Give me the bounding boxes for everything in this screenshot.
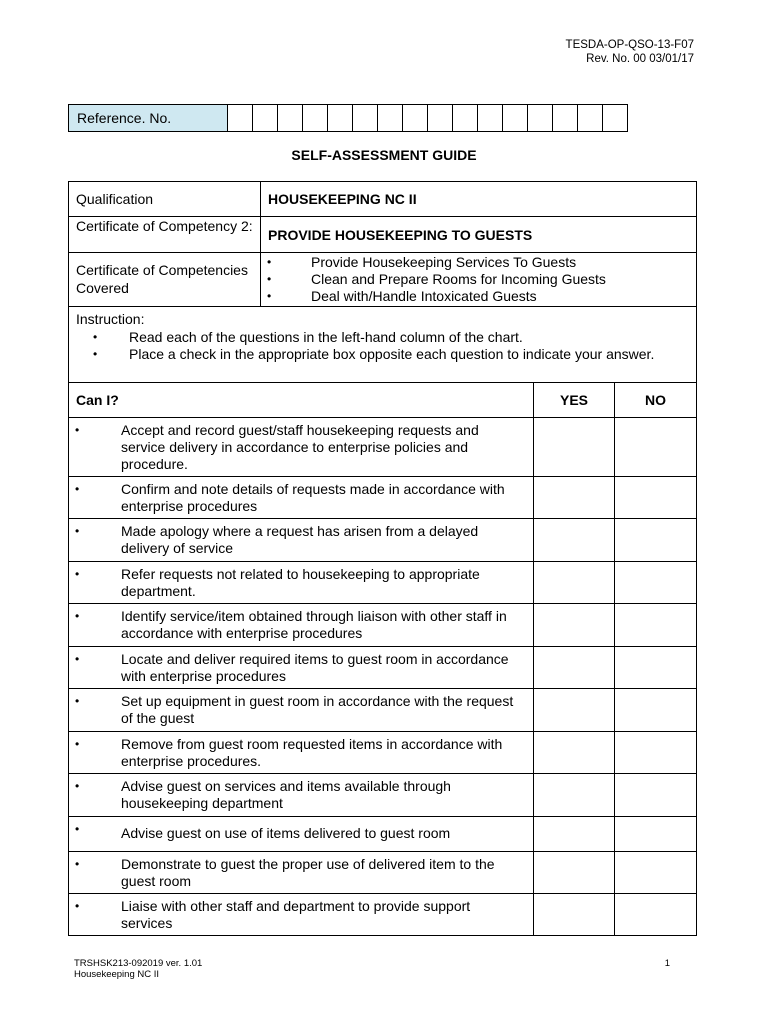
question-text: • Advise guest on use of items delivered to guest room [69,817,534,852]
question-text: • Set up equipment in guest room in accordance with the request of the guest [69,689,534,732]
no-checkbox-cell[interactable] [615,519,697,562]
covered-item: • Deal with/Handle Intoxicated Guests [261,288,696,305]
revision-number: Rev. No. 00 03/01/17 [586,53,694,65]
question-row [69,604,697,647]
no-checkbox-cell[interactable] [615,689,697,732]
instruction-label: Instruction: [76,311,145,327]
covered-label: Certificate of Competencies Covered [69,253,261,307]
question-text: • Confirm and note details of requests made in accordance with enterprise procedures [69,477,534,519]
coc-value: PROVIDE HOUSEKEEPING TO GUESTS [261,217,697,253]
reference-digit-box[interactable] [253,105,278,132]
question-text: • Advise guest on services and items available through housekeeping department [69,774,534,817]
page-number: 1 [664,958,670,969]
question-row [69,418,697,477]
question-row [69,732,697,774]
reference-digit-box[interactable] [378,105,403,132]
yes-checkbox-cell[interactable] [534,477,615,519]
question-row [69,774,697,817]
yes-checkbox-cell[interactable] [534,562,615,604]
question-row [69,894,697,936]
qualification-label: Qualification [69,182,261,217]
covered-item: • Clean and Prepare Rooms for Incoming Guests [261,271,696,288]
reference-digit-box[interactable] [228,105,253,132]
reference-digit-box[interactable] [328,105,353,132]
covered-item: • Provide Housekeeping Services To Guests [261,254,696,271]
question-row [69,647,697,689]
yes-checkbox-cell[interactable] [534,732,615,774]
no-checkbox-cell[interactable] [615,562,697,604]
reference-digit-box[interactable] [528,105,553,132]
question-row [69,817,697,852]
page-footer [74,958,674,980]
yes-checkbox-cell[interactable] [534,647,615,689]
can-i-header: Can I? [69,383,534,418]
reference-digit-box[interactable] [578,105,603,132]
no-checkbox-cell[interactable] [615,647,697,689]
reference-digit-box[interactable] [303,105,328,132]
coc-label: Certificate of Competency 2: [69,217,261,253]
question-text: • Locate and deliver required items to guest room in accordance with enterprise procedures [69,647,534,689]
yes-checkbox-cell[interactable] [534,894,615,936]
yes-checkbox-cell[interactable] [534,418,615,477]
footer-doc-title: Housekeeping NC II [74,969,160,980]
reference-digit-box[interactable] [553,105,578,132]
instruction-item: • Read each of the questions in the left-hand column of the chart. [76,329,689,347]
reference-digit-box[interactable] [278,105,303,132]
covered-competencies [261,253,697,307]
self-assessment-table [68,181,697,936]
question-text: • Refer requests not related to housekeeping to appropriate department. [69,562,534,604]
reference-digit-box[interactable] [428,105,453,132]
question-row [69,519,697,562]
page-title: SELF-ASSESSMENT GUIDE [291,147,477,163]
instruction-item: • Place a check in the appropriate box opposite each question to indicate your answer. [76,346,689,364]
reference-digit-box[interactable] [353,105,378,132]
document-header [566,38,694,66]
yes-checkbox-cell[interactable] [534,817,615,852]
form-code: TESDA-OP-QSO-13-F07 [565,39,694,51]
no-checkbox-cell[interactable] [615,418,697,477]
question-text: • Accept and record guest/staff housekeeping requests and service delivery in accordance to enterprise policies and procedure. [69,418,534,477]
question-text: • Liaise with other staff and department to provide support services [69,894,534,936]
yes-checkbox-cell[interactable] [534,604,615,647]
no-checkbox-cell[interactable] [615,852,697,894]
question-text: • Identify service/item obtained through liaison with other staff in accordance with enterprise procedures [69,604,534,647]
no-header: NO [615,383,697,418]
no-checkbox-cell[interactable] [615,894,697,936]
question-text: • Made apology where a request has arisen from a delayed delivery of service [69,519,534,562]
question-text: • Remove from guest room requested items in accordance with enterprise procedures. [69,732,534,774]
instruction-block [69,307,697,383]
question-text: • Demonstrate to guest the proper use of delivered item to the guest room [69,852,534,894]
yes-header: YES [534,383,615,418]
no-checkbox-cell[interactable] [615,477,697,519]
reference-digit-box[interactable] [453,105,478,132]
question-row [69,477,697,519]
yes-checkbox-cell[interactable] [534,519,615,562]
reference-digit-box[interactable] [403,105,428,132]
reference-digit-box[interactable] [603,105,628,132]
no-checkbox-cell[interactable] [615,774,697,817]
reference-label: Reference. No. [69,105,228,132]
question-row [69,689,697,732]
no-checkbox-cell[interactable] [615,604,697,647]
question-row [69,852,697,894]
qualification-value: HOUSEKEEPING NC II [261,182,697,217]
yes-checkbox-cell[interactable] [534,774,615,817]
yes-checkbox-cell[interactable] [534,852,615,894]
footer-doc-code: TRSHSK213-092019 ver. 1.01 [74,958,203,969]
yes-checkbox-cell[interactable] [534,689,615,732]
no-checkbox-cell[interactable] [615,817,697,852]
reference-digit-box[interactable] [478,105,503,132]
reference-digit-box[interactable] [503,105,528,132]
question-row [69,562,697,604]
no-checkbox-cell[interactable] [615,732,697,774]
reference-number-table [68,104,628,132]
